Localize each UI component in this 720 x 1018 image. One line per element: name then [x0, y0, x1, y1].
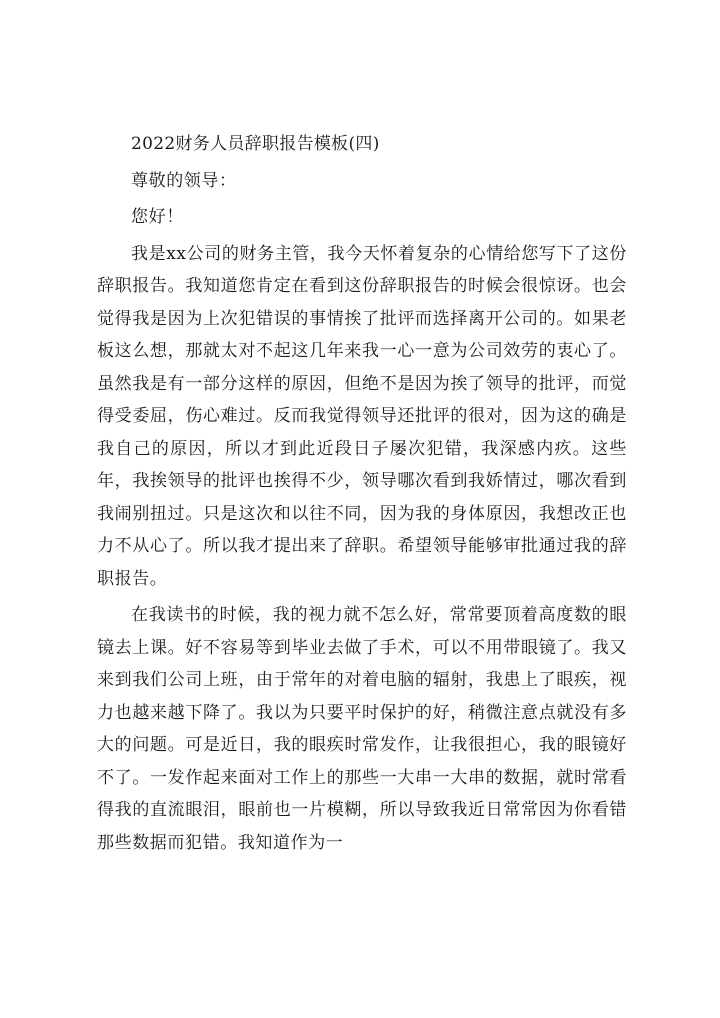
document-body: [97, 128, 627, 859]
greeting: 您好！: [131, 207, 184, 227]
salutation: 尊敬的领导：: [131, 170, 237, 191]
paragraph-2: 在我读书的时候，我的视力就不怎么好，常常要顶着高度数的眼镜去上课。好不容易等到毕业去做了手术，可以不用带眼镜了。我又来到我们公司上班，由于常年的对着电脑的辐射，我患上了眼疾，视力也越来越下降了。我以为只要平时保护的好，稍微注意点就没有多大的问题。可是近日，我的眼疾时常发作，让我很担心，我的眼镜好不了。一发作起来面对工作上的那些一大串一大串的数据，就时常看得我的直流眼泪，眼前也一片模糊，所以导致我近日常常因为你看错那些数据而犯错。我知道作为一: [97, 605, 627, 853]
document-title: 2022财务人员辞职报告模板(四): [131, 134, 380, 154]
paragraph-1: 我是xx公司的财务主管，我今天怀着复杂的心情给您写下了这份辞职报告。我知道您肯定在看到这份辞职报告的时候会很惊讶。也会觉得我是因为上次犯错误的事情挨了批评而选择离开公司的。如果老板这么想，那就太对不起这几年来我一心一意为公司效劳的衷心了。虽然我是有一部分这样的原因，但绝不是因为挨了领导的批评，而觉得受委屈，伤心难过。反而我觉得领导还批评的很对，因为这的确是我自己的原因，所以才到此近段日子屡次犯错，我深感内疚。这些年，我挨领导的批评也挨得不少，领导哪次看到我娇情过，哪次看到我闹别扭过。只是这次和以往不同，因为我的身体原因，我想改正也力不从心了。所以我才提出来了辞职。希望领导能够审批通过我的辞职报告。: [97, 243, 627, 589]
